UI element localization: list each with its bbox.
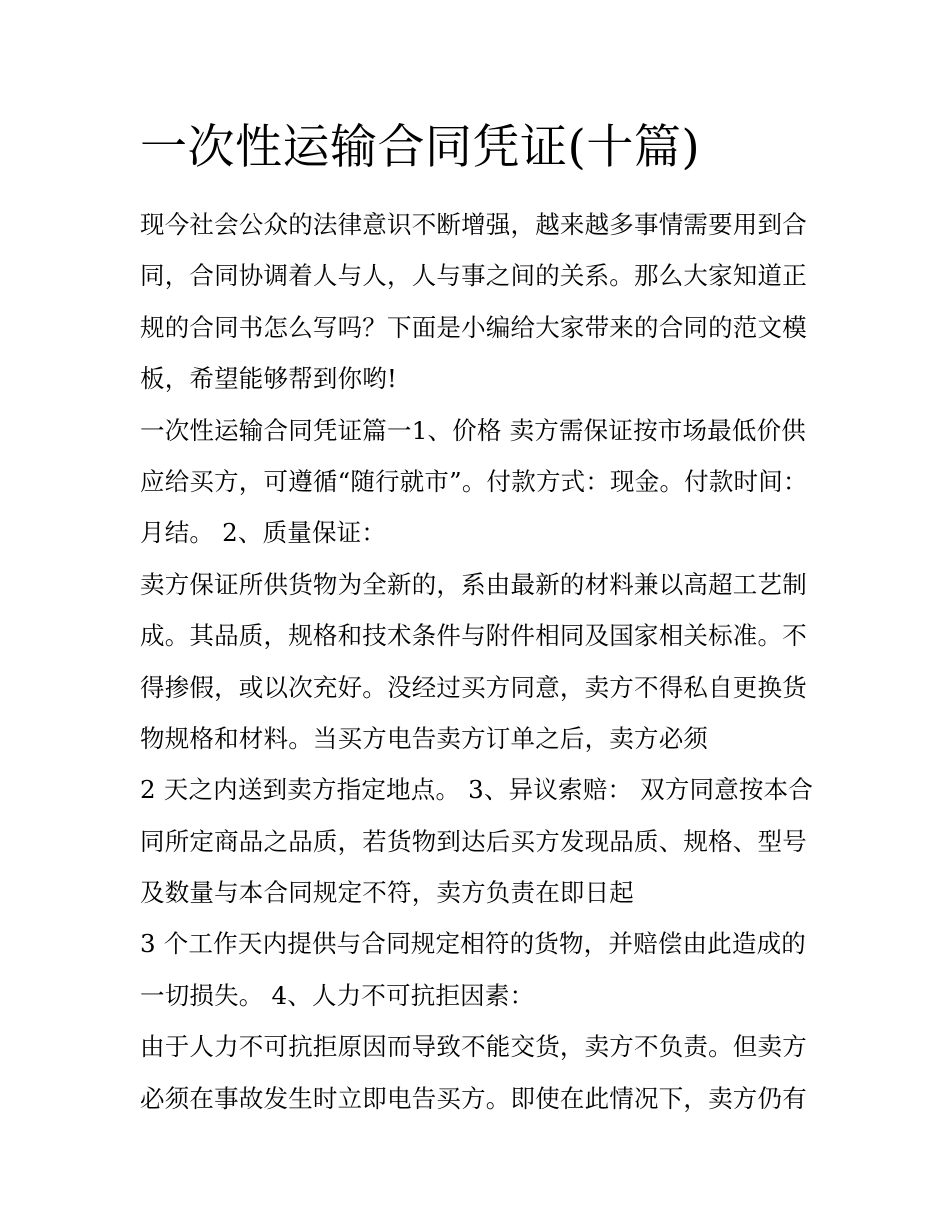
text-line: 及数量与本合同规定不符，卖方负责在即日起: [140, 878, 634, 908]
text-line: 月结。 2、质量保证：: [140, 518, 387, 548]
text-line: 卖方保证所供货物为全新的，系由最新的材料兼以高超工艺制: [140, 569, 807, 599]
text-line: 得掺假，或以次充好。没经过买方同意，卖方不得私自更换货: [140, 672, 807, 702]
text-line: 同，合同协调着人与人，人与事之间的关系。那么大家知道正: [140, 261, 807, 291]
text-line: 一切损失。 4、人力不可抗拒因素：: [140, 980, 535, 1010]
text-line: 板，希望能够帮到你哟!: [140, 364, 398, 394]
document-title: 一次性运输合同凭证(十篇): [140, 120, 701, 175]
text-line: 同所定商品之品质，若货物到达后买方发现品质、规格、型号: [140, 826, 807, 856]
document-body: [140, 199, 820, 1124]
text-line: 现今社会公众的法律意识不断增强，越来越多事情需要用到合: [140, 210, 807, 239]
text-line: 3 个工作天内提供与合同规定相符的货物，并赔偿由此造成的: [140, 929, 806, 959]
text-line: 2 天之内送到卖方指定地点。 3、异议索赔： 双方同意按本合: [140, 775, 814, 805]
text-line: 由于人力不可抗拒原因而导致不能交货，卖方不负责。但卖方: [140, 1032, 807, 1062]
text-line: 规的合同书怎么写吗？下面是小编给大家带来的合同的范文模: [140, 312, 807, 342]
text-line: 应给买方，可遵循“随行就市”。付款方式：现金。付款时间：: [140, 466, 808, 496]
text-line: 成。其品质，规格和技术条件与附件相同及国家相关标准。不: [140, 621, 807, 651]
text-line: 物规格和材料。当买方电告卖方订单之后，卖方必须: [140, 723, 709, 753]
text-line: 必须在事故发生时立即电告买方。即使在此情况下，卖方仍有: [140, 1083, 807, 1113]
text-line: 一次性运输合同凭证篇一1、价格 卖方需保证按市场最低价供: [140, 415, 806, 445]
